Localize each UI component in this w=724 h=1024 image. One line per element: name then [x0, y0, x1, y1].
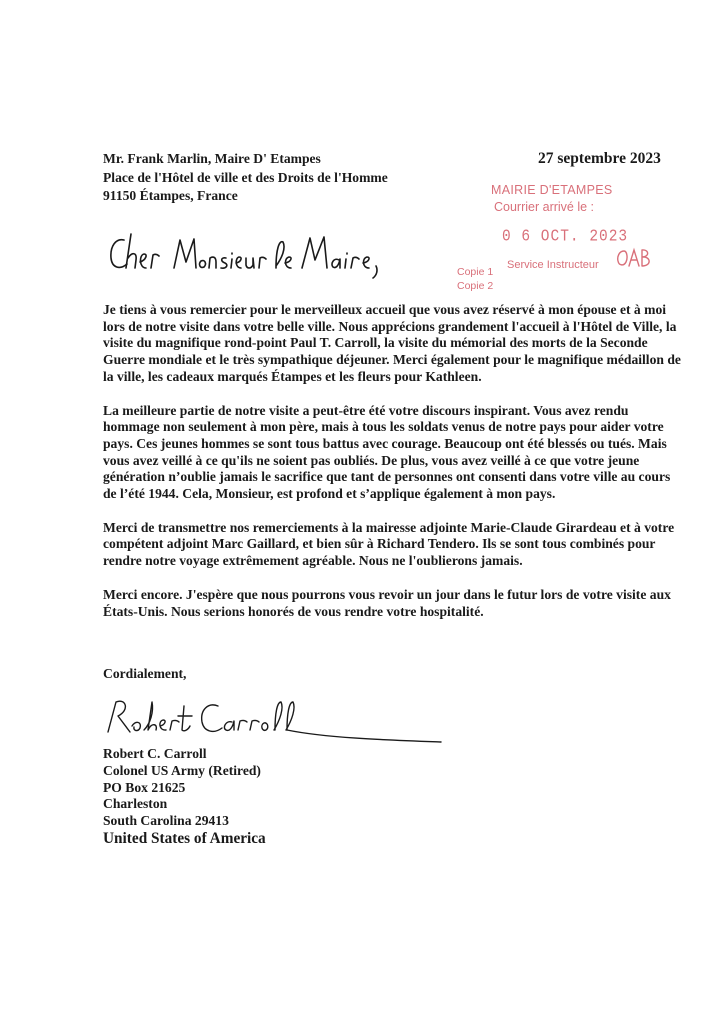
sender-country: United States of America [103, 829, 266, 847]
recipient-city: 91150 Étampes, France [103, 188, 238, 203]
stamp-initials [616, 247, 656, 271]
sender-po-box: PO Box 21625 [103, 779, 186, 795]
sender-state: South Carolina 29413 [103, 813, 229, 829]
reception-stamp [470, 183, 670, 293]
recipient-address [103, 150, 388, 206]
stamp-service-label: Service Instructeur [507, 259, 599, 271]
closing: Cordialement, [103, 666, 187, 681]
copies-box [457, 265, 493, 293]
letter-date: 27 septembre 2023 [538, 150, 661, 167]
sender-name: Robert C. Carroll [103, 746, 207, 761]
stamp-date: 0 6 OCT. 2023 [502, 227, 629, 247]
paragraph-invitation: Merci encore. J'espère que nous pourrons vous revoir un jour dans le futur lors de votre visite aux États-Unis. Nous serions honorés de vous rendre votre hospitalité. [103, 586, 671, 619]
sender-title: Colonel US Army (Retired) [103, 762, 261, 778]
sender-block [103, 746, 266, 848]
recipient-name: Mr. Frank Marlin, Maire D' Etampes [103, 151, 321, 166]
paragraph-thanks: Je tiens à vous remercier pour le merveilleux accueil que vous avez réservé à mon épouse et à moi lors de notre visite dans votre belle ville. Nous apprécions grandement l'accueil à l'Hôtel de Ville, la visite du magnifique rond-point Paul T. Carroll, la visite du mémorial des morts de la Seconde Guerre mondiale et le très sympathique déjeuner. Merci également pour le magnifique médaillon de la ville, les cadeaux marqués Étampes et les fleurs pour Kathleen. [103, 302, 681, 384]
copy-1-label: Copie 1 [457, 266, 494, 278]
handwritten-salutation [104, 228, 424, 283]
copy-2-label: Copie 2 [457, 280, 494, 292]
recipient-street: Place de l'Hôtel de ville et des Droits de l'Homme [103, 169, 388, 185]
stamp-mairie-label: MAIRIE D'ETAMPES [491, 183, 613, 197]
letter-body [103, 302, 683, 637]
stamp-received-label: Courrier arrivé le : [494, 200, 595, 214]
paragraph-speech: La meilleure partie de notre visite a peut-être été votre discours inspirant. Vous avez rendu hommage non seulement à mon père, mais à tous les soldats venus de notre pays pour aider votre pays. Ces jeunes hommes se sont tous battus avec courage. Beaucoup ont été blessés ou tués. Mais vous avez veillé à ce qu'ils ne soient pas oubliés. De plus, vous avez veillé à ce que votre jeune génération n’oublie jamais le sacrifice que tant de personnes ont consenti dans votre ville au cours de l’été 1944. Cela, Monsieur, est profond et s’applique également à mon pays. [103, 402, 671, 502]
handwritten-signature [96, 690, 446, 752]
sender-city: Charleston [103, 796, 168, 812]
paragraph-acknowledgements: Merci de transmettre nos remerciements à la mairesse adjointe Marie-Claude Girardeau et à votre compétent adjoint Marc Gaillard, et bien sûr à Richard Tendero. Ils se sont tous combinés pour rendre notre voyage extrêmement agréable. Nous ne l'oublierons jamais. [103, 519, 675, 569]
